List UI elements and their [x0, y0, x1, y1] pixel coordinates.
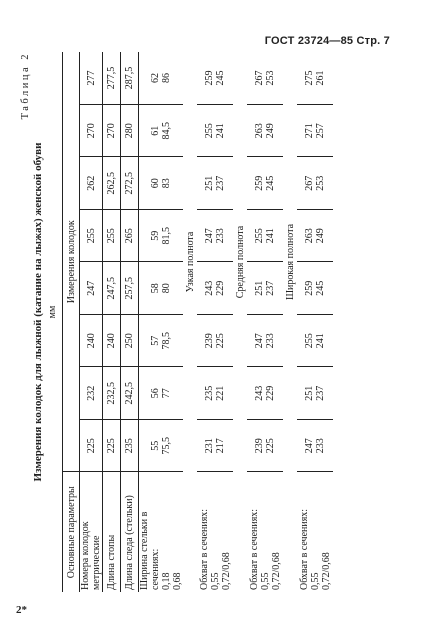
- value-cell: 272,5: [121, 157, 139, 210]
- cell-line: 263: [254, 123, 265, 139]
- cell-line: 0,72/0,68: [320, 552, 332, 590]
- value-cell: [197, 367, 233, 420]
- group-heading: Широкая полнота: [284, 223, 296, 301]
- table-label: Таблица 2: [20, 52, 31, 120]
- cell-line: 78,5: [161, 332, 172, 350]
- cell-line: 61: [150, 125, 161, 136]
- cell-line: 75,5: [161, 437, 172, 455]
- table-row: [80, 52, 103, 592]
- cell-line: 221: [215, 385, 226, 401]
- cell-line: 255: [254, 228, 265, 244]
- cell-line: 247: [254, 333, 265, 349]
- cell-line: 245: [265, 175, 276, 191]
- cell-line: 259: [254, 175, 265, 191]
- cell-line: 231: [204, 438, 215, 454]
- value-cell: [297, 52, 333, 105]
- cell-line: Обхват в сечениях:: [198, 508, 210, 590]
- value-cell: 235: [121, 420, 139, 473]
- table-title: Измерения колодок для лыжной (катание на лыжах) женской обуви: [32, 142, 44, 482]
- size-cell: 255: [80, 210, 103, 263]
- group-heading: Средняя полнота: [234, 225, 246, 299]
- value-cell: [139, 367, 184, 420]
- value-cell: [139, 157, 184, 210]
- value-cell: [139, 262, 184, 315]
- value-cell: 242,5: [121, 367, 139, 420]
- value-cell: [297, 157, 333, 210]
- table-row: [139, 52, 184, 592]
- header-measure: Измерения колодок: [63, 52, 80, 472]
- cell-line: 243: [204, 280, 215, 296]
- value-cell: [139, 52, 184, 105]
- value-cell: 287,5: [121, 52, 139, 105]
- table-row: [103, 52, 121, 592]
- cell-line: 55: [150, 440, 161, 451]
- cell-line: Ширина стельки в сечениях:: [139, 511, 161, 590]
- group-heading: Узкая полнота: [184, 231, 196, 293]
- group-spacer: [233, 472, 247, 592]
- cell-line: 255: [304, 333, 315, 349]
- value-cell: 250: [121, 315, 139, 368]
- cell-line: 243: [254, 385, 265, 401]
- table-row: [297, 52, 333, 592]
- cell-line: 77: [161, 388, 172, 399]
- cell-line: 233: [265, 333, 276, 349]
- value-cell: [247, 420, 283, 473]
- value-cell: [247, 367, 283, 420]
- value-cell: [197, 315, 233, 368]
- row-label: [247, 472, 283, 592]
- cell-line: 259: [304, 280, 315, 296]
- header-params: Основные параметры: [63, 472, 80, 592]
- group-heading-row: [183, 52, 197, 592]
- table-row: [197, 52, 233, 592]
- value-cell: 262,5: [103, 157, 121, 210]
- size-cell: 270: [80, 105, 103, 158]
- value-cell: 225: [103, 420, 121, 473]
- cell-line: 217: [215, 438, 226, 454]
- cell-line: 249: [315, 228, 326, 244]
- cell-line: 0,18: [161, 572, 172, 590]
- cell-line: 225: [265, 438, 276, 454]
- cell-line: 247: [304, 438, 315, 454]
- cell-line: 257: [315, 123, 326, 139]
- cell-line: 241: [315, 333, 326, 349]
- value-cell: [139, 420, 184, 473]
- cell-line: 237: [315, 385, 326, 401]
- cell-line: 255: [204, 123, 215, 139]
- cell-line: 267: [254, 70, 265, 86]
- cell-line: 249: [265, 123, 276, 139]
- cell-line: 59: [150, 230, 161, 241]
- value-cell: [247, 315, 283, 368]
- cell-line: 261: [315, 70, 326, 86]
- row-label: Номера колодок метрические: [80, 472, 103, 592]
- value-cell: 280: [121, 105, 139, 158]
- size-cell: 225: [80, 420, 103, 473]
- cell-line: 237: [215, 175, 226, 191]
- cell-line: 86: [161, 73, 172, 83]
- value-cell: [247, 52, 283, 105]
- value-cell: 257,5: [121, 262, 139, 315]
- cell-line: 225: [215, 333, 226, 349]
- value-cell: [247, 210, 283, 263]
- cell-line: Обхват в сечениях:: [248, 508, 260, 590]
- value-cell: [247, 157, 283, 210]
- value-cell: [139, 105, 184, 158]
- row-label: [297, 472, 333, 592]
- cell-line: 0,72/0,68: [270, 552, 282, 590]
- value-cell: [297, 420, 333, 473]
- cell-line: 259: [204, 70, 215, 86]
- table-row: [247, 52, 283, 592]
- value-cell: [297, 210, 333, 263]
- value-cell: [139, 210, 184, 263]
- cell-line: 57: [150, 335, 161, 346]
- size-cell: 247: [80, 262, 103, 315]
- size-cell: 232: [80, 367, 103, 420]
- value-cell: [197, 210, 233, 263]
- value-cell: 232,5: [103, 367, 121, 420]
- cell-line: 251: [204, 175, 215, 191]
- cell-line: 233: [215, 228, 226, 244]
- cell-line: 245: [215, 70, 226, 86]
- cell-line: 235: [204, 385, 215, 401]
- cell-line: 253: [315, 175, 326, 191]
- cell-line: 80: [161, 283, 172, 294]
- cell-line: 58: [150, 283, 161, 294]
- row-label: [197, 472, 233, 592]
- cell-line: 263: [304, 228, 315, 244]
- cell-line: 60: [150, 178, 161, 189]
- units-label: мм: [47, 305, 58, 319]
- value-cell: 265: [121, 210, 139, 263]
- value-cell: 255: [103, 210, 121, 263]
- value-cell: [139, 315, 184, 368]
- value-cell: [247, 262, 283, 315]
- cell-line: 0,55: [259, 572, 271, 590]
- cell-line: 84,5: [161, 122, 172, 140]
- measurements-table: [62, 52, 333, 592]
- cell-line: 229: [215, 280, 226, 296]
- cell-line: 267: [304, 175, 315, 191]
- group-heading-row: [283, 52, 297, 592]
- value-cell: [297, 105, 333, 158]
- size-cell: 240: [80, 315, 103, 368]
- size-cell: 277: [80, 52, 103, 105]
- size-cell: 262: [80, 157, 103, 210]
- value-cell: [247, 105, 283, 158]
- cell-line: 229: [265, 385, 276, 401]
- row-label: Длина следа (стельки): [121, 472, 139, 592]
- row-label: [139, 472, 184, 592]
- cell-line: 237: [265, 280, 276, 296]
- cell-line: 81,5: [161, 227, 172, 245]
- row-label: Длина стопы: [103, 472, 121, 592]
- cell-line: 0,68: [172, 572, 183, 590]
- cell-line: 251: [304, 385, 315, 401]
- cell-line: 239: [254, 438, 265, 454]
- value-cell: [297, 315, 333, 368]
- rotated-table-page: [20, 32, 420, 592]
- table-body: [80, 52, 334, 592]
- cell-line: 62: [150, 73, 161, 83]
- value-cell: [297, 262, 333, 315]
- cell-line: 247: [204, 228, 215, 244]
- cell-line: 241: [265, 228, 276, 244]
- group-spacer: [283, 472, 297, 592]
- value-cell: [297, 367, 333, 420]
- group-heading-row: [233, 52, 247, 592]
- value-cell: 240: [103, 315, 121, 368]
- cell-line: 0,72/0,68: [220, 552, 232, 590]
- table-row: [121, 52, 139, 592]
- cell-line: 253: [265, 70, 276, 86]
- group-spacer: [183, 472, 197, 592]
- cell-line: 233: [315, 438, 326, 454]
- cell-line: 239: [204, 333, 215, 349]
- value-cell: 277,5: [103, 52, 121, 105]
- value-cell: 247,5: [103, 262, 121, 315]
- value-cell: [197, 52, 233, 105]
- cell-line: 251: [254, 280, 265, 296]
- cell-line: 275: [304, 70, 315, 86]
- cell-line: 83: [161, 178, 172, 189]
- value-cell: 270: [103, 105, 121, 158]
- page-mark: 2*: [16, 604, 27, 616]
- page-header: ГОСТ 23724—85 Стр. 7: [264, 35, 390, 47]
- cell-line: 271: [304, 123, 315, 139]
- cell-line: 245: [315, 280, 326, 296]
- value-cell: [197, 157, 233, 210]
- value-cell: [197, 105, 233, 158]
- cell-line: 0,55: [309, 572, 321, 590]
- value-cell: [197, 420, 233, 473]
- cell-line: 241: [215, 123, 226, 139]
- cell-line: Обхват в сечениях:: [298, 508, 310, 590]
- cell-line: 0,55: [209, 572, 221, 590]
- cell-line: 56: [150, 388, 161, 399]
- value-cell: [197, 262, 233, 315]
